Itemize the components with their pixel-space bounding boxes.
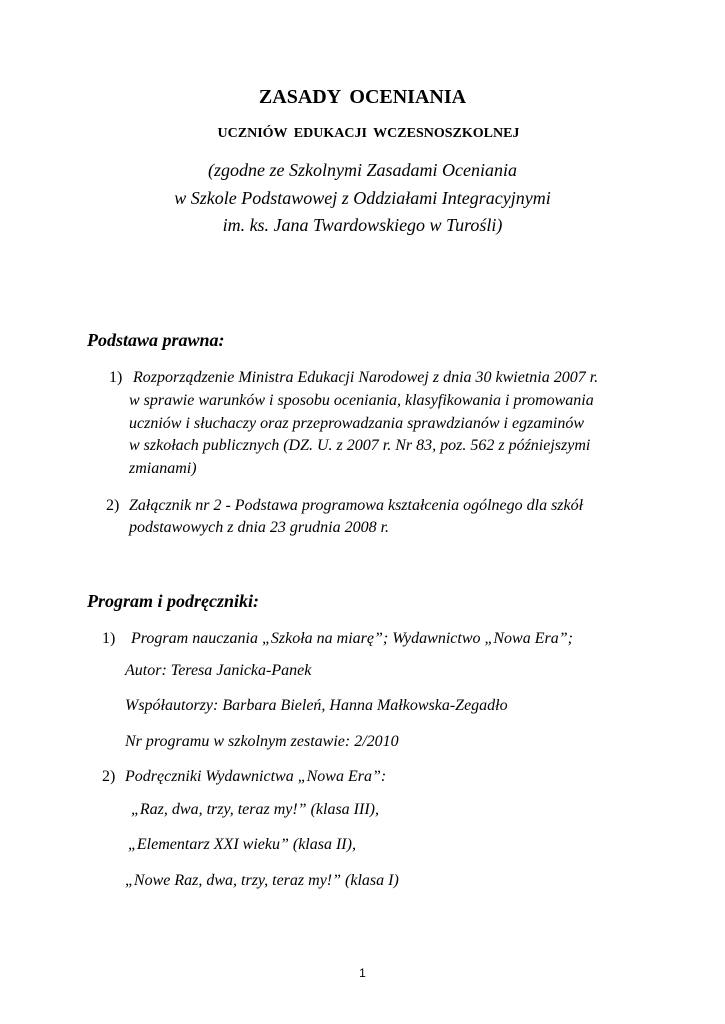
intro-line: (zgodne ze Szkolnymi Zasadami Oceniania: [208, 160, 517, 180]
list-item-line: podstawowych z dnia 23 grudnia 2008 r.: [129, 519, 390, 536]
list-number: 2): [106, 497, 120, 514]
program-coauthors: Współautorzy: Barbara Bieleń, Hanna Małkowska-Zegadło: [125, 697, 508, 714]
list-number: 2): [102, 768, 116, 785]
list-item-line: zmianami): [129, 460, 197, 477]
textbook-item: „Raz, dwa, trzy, teraz my!” (klasa III),: [131, 801, 379, 818]
list-item-line: w szkołach publicznych (DZ. U. z 2007 r. Nr 83, poz. 562 z późniejszymi: [129, 437, 591, 454]
textbooks-heading: Podręczniki Wydawnictwa „Nowa Era”:: [125, 768, 387, 785]
section-heading-program: Program i podręczniki:: [87, 591, 260, 611]
list-number: 1): [109, 369, 123, 386]
textbook-item: „Nowe Raz, dwa, trzy, teraz my!” (klasa I): [125, 872, 399, 889]
list-number: 1): [102, 630, 116, 647]
list-item-line: uczniów i słuchaczy oraz przeprowadzania sprawdzianów i egzaminów: [129, 415, 584, 432]
textbook-item: „Elementarz XXI wieku” (klasa II),: [128, 836, 356, 853]
program-number: Nr programu w szkolnym zestawie: 2/2010: [125, 733, 399, 750]
program-description: Program nauczania „Szkoła na miarę”; Wydawnictwo „Nowa Era”;: [131, 630, 573, 647]
page-number: 1: [359, 966, 366, 980]
page-subtitle: UCZNIÓW EDUKACJI WCZESNOSZKOLNEJ: [217, 126, 520, 141]
section-heading-legal-basis: Podstawa prawna:: [87, 330, 225, 350]
intro-line: w Szkole Podstawowej z Oddziałami Integracyjnymi: [174, 188, 551, 208]
intro-line: im. ks. Jana Twardowskiego w Turośli): [222, 215, 503, 235]
page-title: ZASADY OCENIANIA: [258, 86, 467, 108]
program-author: Autor: Teresa Janicka-Panek: [125, 662, 312, 679]
list-item-line: w sprawie warunków i sposobu oceniania, klasyfikowania i promowania: [129, 392, 594, 409]
list-item-line: Załącznik nr 2 - Podstawa programowa kształcenia ogólnego dla szkół: [129, 497, 584, 514]
list-item-line: Rozporządzenie Ministra Edukacji Narodowej z dnia 30 kwietnia 2007 r.: [133, 369, 599, 386]
